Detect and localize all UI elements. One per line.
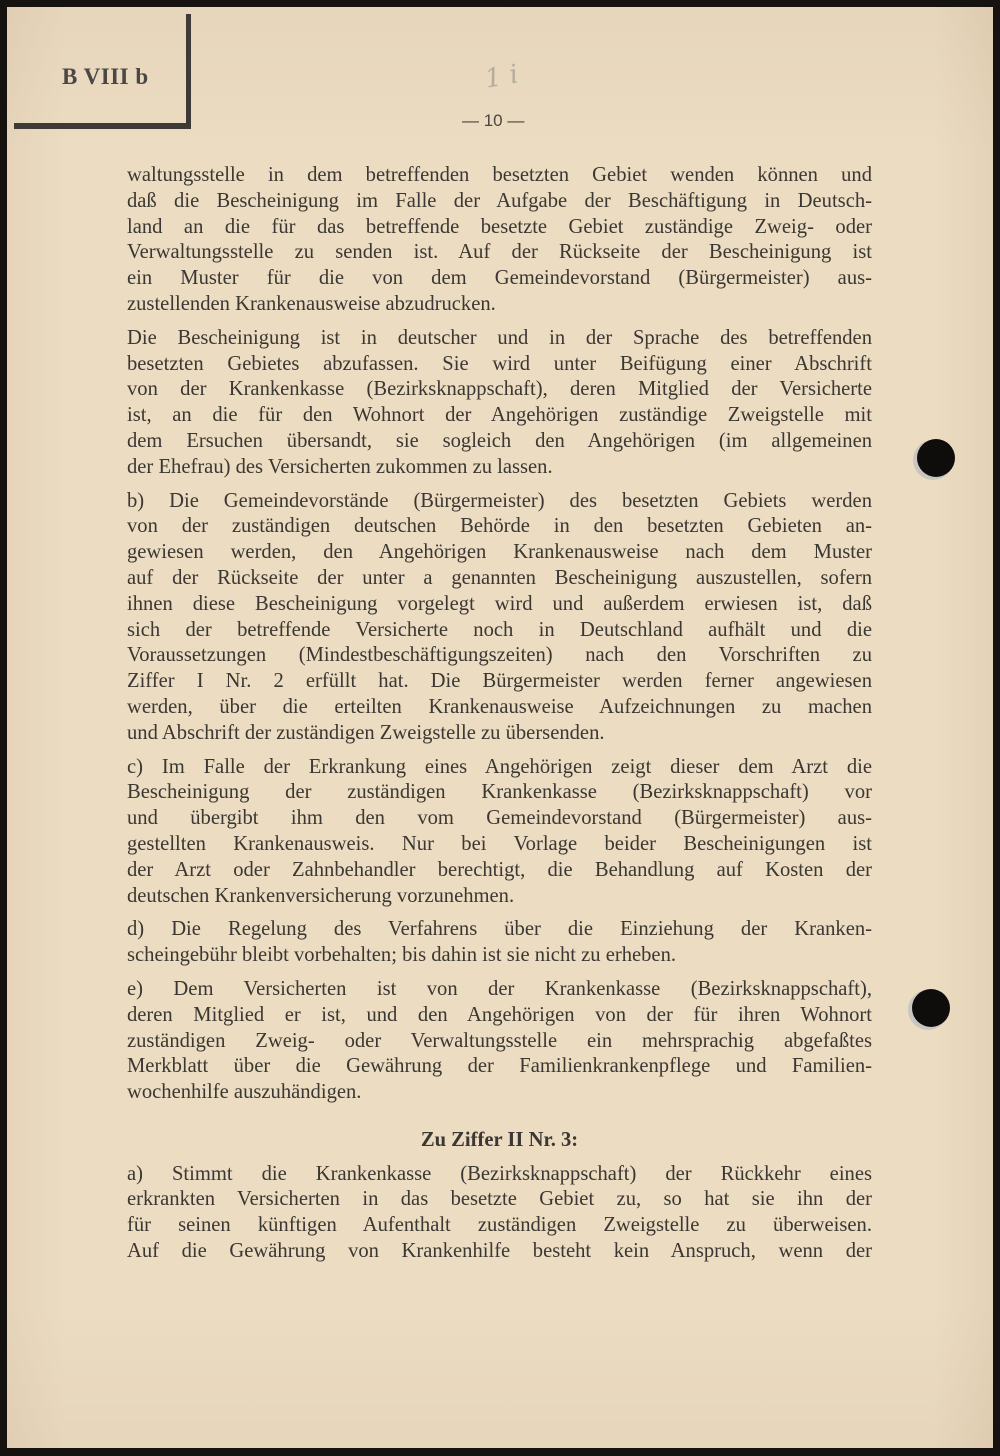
paragraph xyxy=(127,977,872,1106)
pencil-annotation: 1 i xyxy=(482,59,521,95)
text-line: und Abschrift der zuständigen Zweigstelle zu übersenden. xyxy=(127,721,605,744)
text-line: wochenhilfe auszuhändigen. xyxy=(127,1081,362,1104)
text-line: von der zuständigen deutschen Behörde in den besetzten Gebieten an- xyxy=(127,515,872,538)
text-line: gewiesen werden, den Angehörigen Krankenausweise nach dem Muster xyxy=(127,541,872,564)
punch-hole xyxy=(912,989,950,1027)
text-line: und übergibt ihm den vom Gemeindevorstand (Bürgermeister) aus- xyxy=(127,807,872,830)
section-paragraph-list xyxy=(127,1162,872,1265)
shelfmark-box xyxy=(14,14,191,129)
text-line: scheingebühr bleibt vorbehalten; bis dahin ist sie nicht zu erheben. xyxy=(127,944,677,967)
paragraph-list xyxy=(127,163,872,1106)
document-page xyxy=(7,7,993,1448)
text-line: sich der betreffende Versicherte noch in Deutschland aufhält und die xyxy=(127,618,872,641)
text-line: daß die Bescheinigung im Falle der Aufgabe der Beschäftigung in Deutsch- xyxy=(127,189,872,212)
text-line: gestellten Krankenausweis. Nur bei Vorlage beider Bescheinigungen ist xyxy=(127,832,872,855)
paragraph xyxy=(127,917,872,969)
text-line: ihnen diese Bescheinigung vorgelegt wird und außerdem erwiesen ist, daß xyxy=(127,592,872,615)
text-line: Auf die Gewährung von Krankenhilfe besteht kein Anspruch, wenn der xyxy=(127,1240,872,1263)
text-line: deutschen Krankenversicherung vorzunehmen. xyxy=(127,884,515,907)
paragraph xyxy=(127,1162,872,1265)
text-line: Die Bescheinigung ist in deutscher und in der Sprache des betreffenden xyxy=(127,326,872,349)
text-line: land an die für das betreffende besetzte Gebiet zuständige Zweig- oder xyxy=(127,215,872,238)
text-line: dem Ersuchen übersandt, sie sogleich den Angehörigen (im allgemeinen xyxy=(127,429,872,452)
text-line: Ziffer I Nr. 2 erfüllt hat. Die Bürgermeister werden ferner angewiesen xyxy=(127,670,872,693)
paragraph xyxy=(127,489,872,747)
text-line: zustellenden Krankenausweise abzudrucken. xyxy=(127,292,496,315)
text-line: ist, an die für den Wohnort der Angehörigen zuständige Zweigstelle mit xyxy=(127,404,872,427)
text-line: waltungsstelle in dem betreffenden besetzten Gebiet wenden können und xyxy=(127,164,872,186)
punch-hole xyxy=(917,439,955,477)
text-line: werden, über die erteilten Krankenausweise Aufzeichnungen zu machen xyxy=(127,695,872,718)
text-line: von der Krankenkasse (Bezirksknappschaft), deren Mitglied der Versicherte xyxy=(127,378,872,401)
text-line: c) Im Falle der Erkrankung eines Angehörigen zeigt dieser dem Arzt die xyxy=(127,755,872,778)
text-line: e) Dem Versicherten ist von der Krankenkasse (Bezirksknappschaft), xyxy=(127,977,872,1000)
text-line: d) Die Regelung des Verfahrens über die Einziehung der Kranken- xyxy=(127,918,872,941)
text-line: Merkblatt über die Gewährung der Familienkrankenpflege und Familien- xyxy=(127,1055,872,1078)
paragraph xyxy=(127,326,872,481)
text-line: ein Muster für die von dem Gemeindevorstand (Bürgermeister) aus- xyxy=(127,267,872,290)
paragraph xyxy=(127,755,872,910)
text-line: besetzten Gebietes abzufassen. Sie wird unter Beifügung einer Abschrift xyxy=(127,352,872,375)
section-heading: Zu Ziffer II Nr. 3: xyxy=(420,1128,579,1151)
text-line: Voraussetzungen (Mindestbeschäftigungszeiten) nach den Vorschriften zu xyxy=(127,644,872,667)
text-line: b) Die Gemeindevorstände (Bürgermeister) des besetzten Gebiets werden xyxy=(127,489,872,512)
text-line: Verwaltungsstelle zu senden ist. Auf der Rückseite der Bescheinigung ist xyxy=(127,241,872,264)
text-line: der Ehefrau) des Versicherten zukommen zu lassen. xyxy=(127,455,553,478)
text-line: erkrankten Versicherten in das besetzte Gebiet zu, so hat sie ihn der xyxy=(127,1188,872,1211)
page-number: — 10 — xyxy=(462,111,525,130)
text-line: deren Mitglied er ist, und den Angehörigen von der für ihren Wohnort xyxy=(127,1003,872,1026)
text-line: der Arzt oder Zahnbehandler berechtigt, die Behandlung auf Kosten der xyxy=(127,858,872,881)
text-line: Bescheinigung der zuständigen Krankenkasse (Bezirksknappschaft) vor xyxy=(127,781,872,804)
text-line: zuständigen Zweig- oder Verwaltungsstelle ein mehrsprachig abgefaßtes xyxy=(127,1029,872,1052)
shelfmark-label: B VIII b xyxy=(62,64,149,89)
body-text xyxy=(127,163,872,1273)
text-line: auf der Rückseite der unter a genannten Bescheinigung auszustellen, sofern xyxy=(127,566,872,589)
text-line: a) Stimmt die Krankenkasse (Bezirksknappschaft) der Rückkehr eines xyxy=(127,1162,872,1185)
text-line: für seinen künftigen Aufenthalt zuständigen Zweigstelle zu überweisen. xyxy=(127,1214,872,1237)
paragraph xyxy=(127,163,872,318)
